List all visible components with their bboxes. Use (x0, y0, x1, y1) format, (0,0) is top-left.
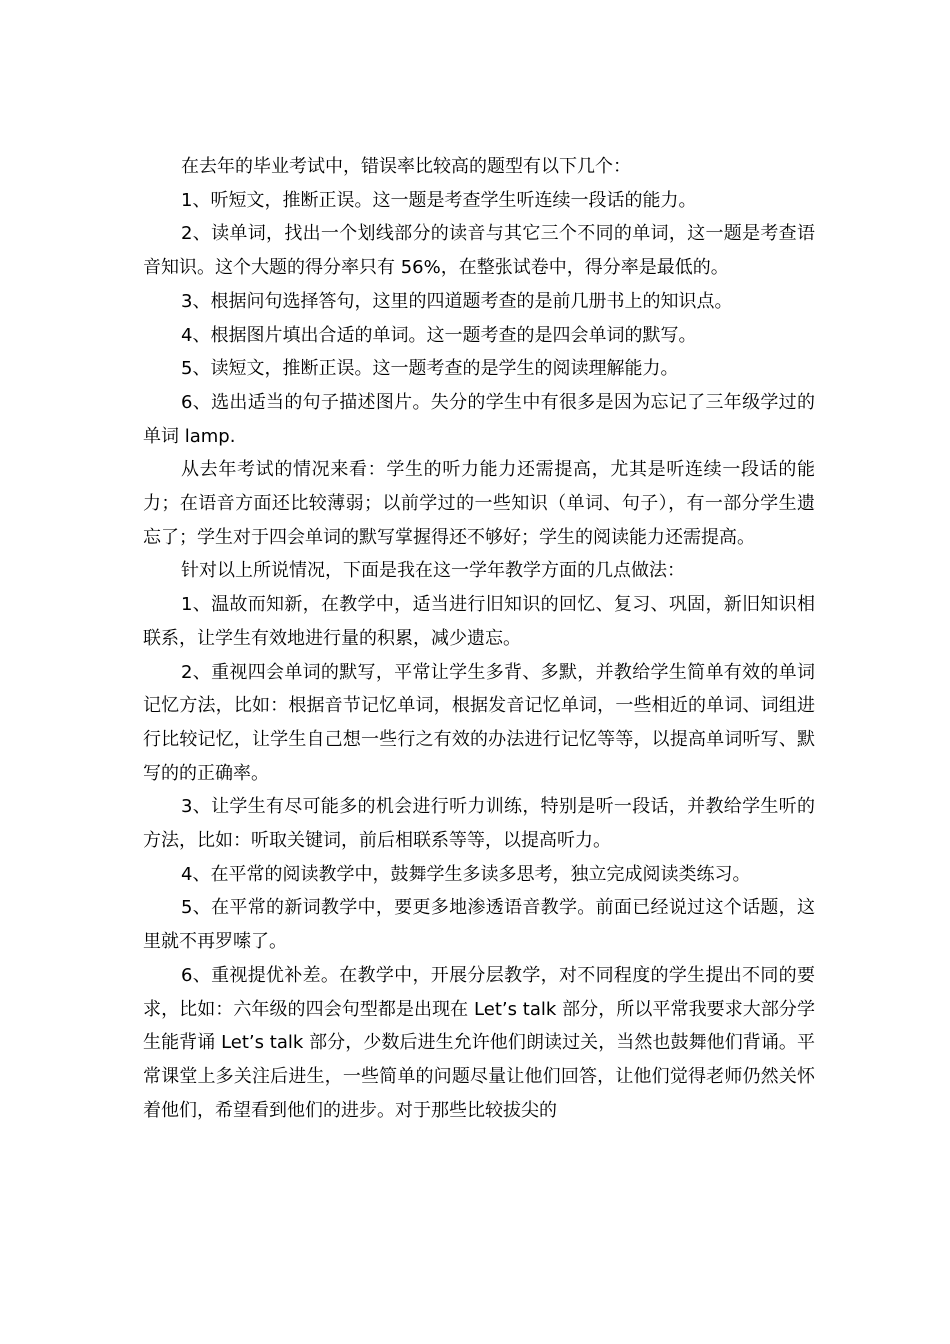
paragraph-method-1: 1、温故而知新，在教学中，适当进行旧知识的回忆、复习、巩固，新旧知识相联系，让学生有效地进行量的积累，减少遗忘。 (143, 594, 815, 649)
document-body (143, 150, 815, 1127)
paragraph-method-4: 4、在平常的阅读教学中，鼓舞学生多读多思考，独立完成阅读类练习。 (181, 863, 751, 885)
paragraph-methods-intro: 针对以上所说情况，下面是我在这一学年教学方面的几点做法： (181, 560, 685, 582)
paragraph-method-2: 2、重视四会单词的默写，平常让学生多背、多默，并教给学生简单有效的单词记忆方法，比如：根据音节记忆单词，根据发音记忆单词，一些相近的单词、词组进行比较记忆，让学生自己想一些行之有效的办法进行记忆等等，以提高单词听写、默写的的正确率。 (143, 661, 815, 784)
paragraph-item-6: 6、选出适当的句子描述图片。失分的学生中有很多是因为忘记了三年级学过的单词 lamp. (143, 391, 815, 447)
paragraph-analysis: 从去年考试的情况来看：学生的听力能力还需提高，尤其是听连续一段话的能力；在语音方面还比较薄弱；以前学过的一些知识（单词、句子），有一部分学生遗忘了；学生对于四会单词的默写掌握得还不够好；学生的阅读能力还需提高。 (143, 459, 815, 548)
paragraph-method-3: 3、让学生有尽可能多的机会进行听力训练，特别是听一段话，并教给学生听的方法，比如：听取关键词，前后相联系等等，以提高听力。 (143, 796, 815, 852)
paragraph-item-2: 2、读单词，找出一个划线部分的读音与其它三个不同的单词，这一题是考查语音知识。这个大题的得分率只有 56%，在整张试卷中，得分率是最低的。 (143, 223, 815, 279)
paragraph-item-3: 3、根据问句选择答句，这里的四道题考查的是前几册书上的知识点。 (181, 290, 733, 312)
paragraph-intro: 在去年的毕业考试中，错误率比较高的题型有以下几个： (181, 156, 631, 177)
paragraph-item-4: 4、根据图片填出合适的单词。这一题考查的是四会单词的默写。 (181, 324, 697, 346)
paragraph-item-1: 1、听短文，推断正误。这一题是考查学生听连续一段话的能力。 (181, 189, 697, 211)
paragraph-method-5: 5、在平常的新词教学中，要更多地渗透语音教学。前面已经说过这个话题，这里就不再罗嗦了。 (143, 897, 815, 953)
paragraph-item-5: 5、读短文，推断正误。这一题考查的是学生的阅读理解能力。 (181, 358, 679, 380)
paragraph-method-6: 6、重视提优补差。在教学中，开展分层教学，对不同程度的学生提出不同的要求，比如：六年级的四会句型都是出现在 Let’s talk 部分，所以平常我要求大部分学生能背诵 Let’s talk 部分，少数后进生允许他们朗读过关，当然也鼓舞他们背诵。平常课堂上多关注后进生，一些简单的问题尽量让他们回答，让他们觉得老师仍然关怀着他们，希望看到他们的进步。对于那些比较拔尖的 (143, 964, 815, 1121)
